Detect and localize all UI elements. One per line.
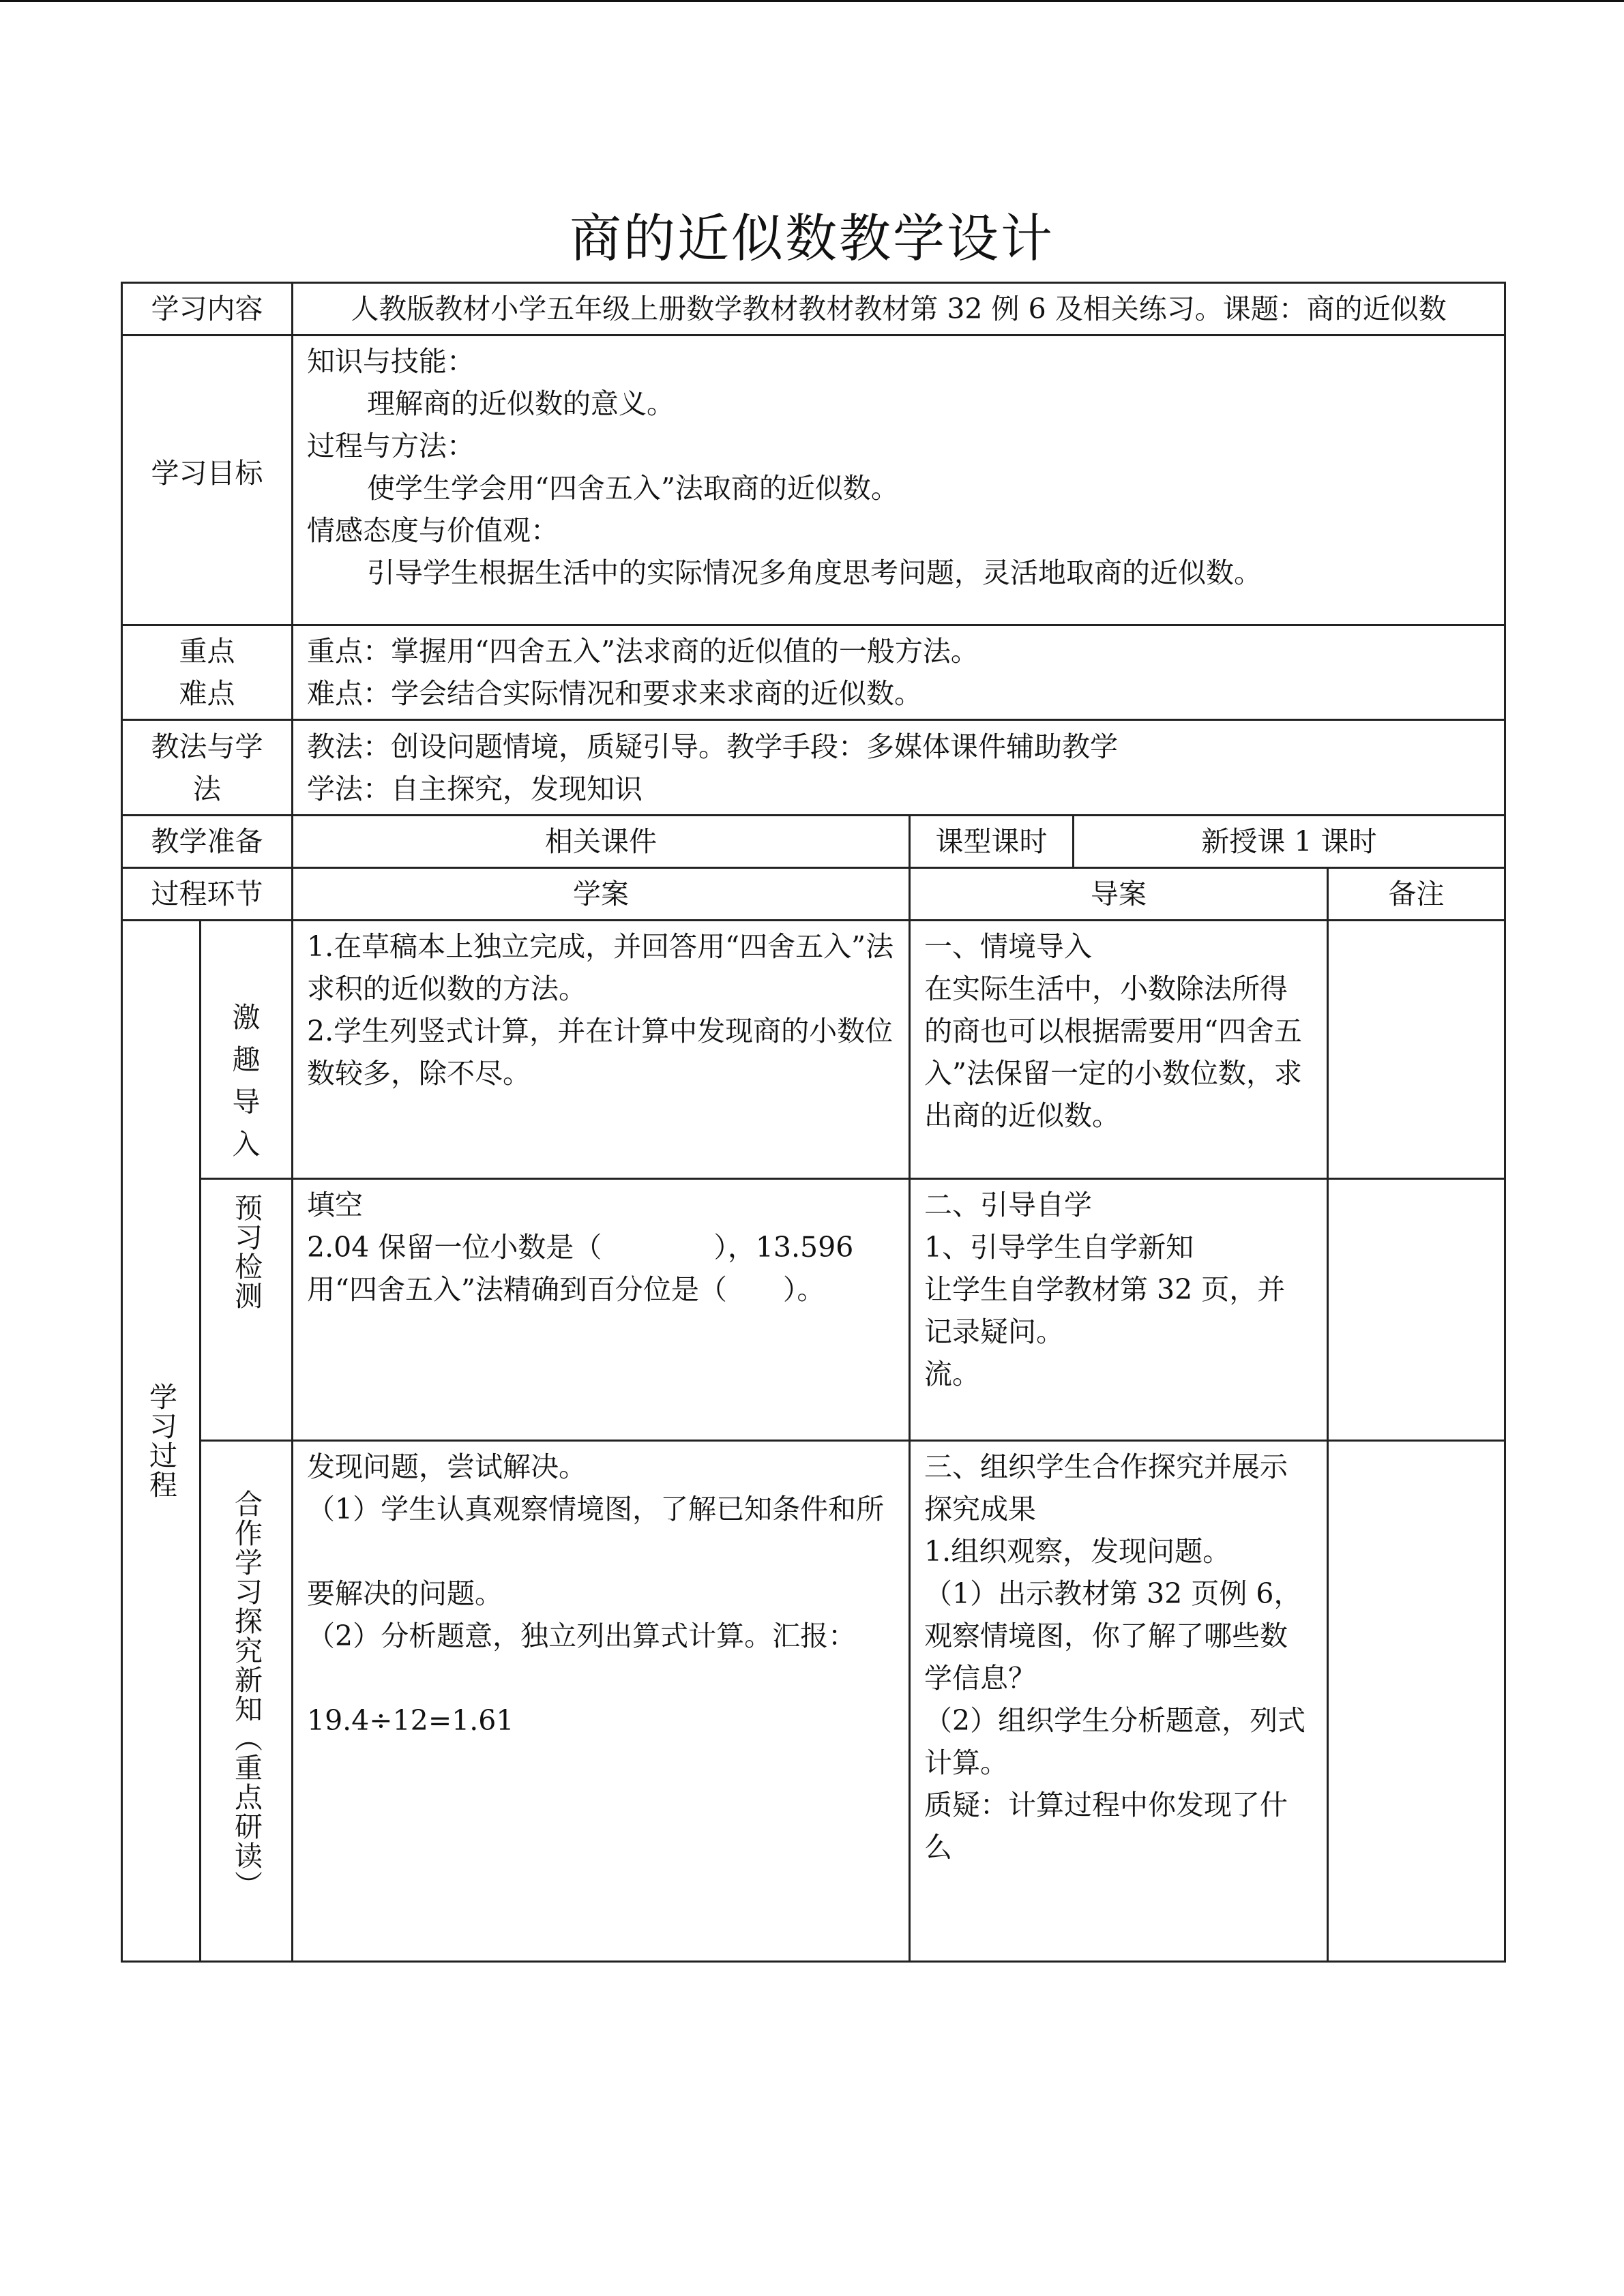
label-methods-1: 教法与学 [151, 730, 263, 763]
keypoint-line: 重点：掌握用“四舍五入”法求商的近似值的一般方法。 [307, 635, 979, 668]
stage-label: 预习检测 [230, 1193, 263, 1311]
goals-line: 过程与方法： [307, 430, 475, 462]
row-prep [122, 816, 1505, 868]
prep-value: 相关课件 [293, 816, 910, 868]
stage-row [122, 1179, 1505, 1441]
content-text: 人教版教材小学五年级上册数学教材教材教材第 32 例 6 及相关练习。课题：商的近似数 [293, 283, 1505, 336]
goals-line: 理解商的近似数的意义。 [367, 387, 675, 420]
xuean-line: 2.04 保留一位小数是（ ），13.596 用“四舍五入”法精确到百分位是（ ）。 [307, 1231, 854, 1306]
keypoints-text [293, 625, 1505, 720]
stage-daoan [910, 1179, 1328, 1441]
daoan-line: 流。 [924, 1358, 980, 1390]
row-process-header [122, 868, 1505, 921]
goals-text [293, 336, 1505, 625]
label-keypoints [122, 625, 293, 720]
teaching-method-line: 教法：创设问题情境，质疑引导。教学手段：多媒体课件辅助教学 [307, 730, 1118, 763]
xuean-line: 填空 [307, 1189, 363, 1221]
stage-note [1328, 921, 1505, 1179]
process-label-cell [122, 921, 201, 1962]
row-goals [122, 336, 1505, 625]
lesson-type-value: 新授课 1 课时 [1074, 816, 1505, 868]
process-label: 学习过程 [145, 1382, 177, 1500]
stage-daoan [910, 1441, 1328, 1962]
daoan-line: 二、引导自学 [924, 1189, 1092, 1221]
stage-label-cell [201, 1179, 293, 1441]
learning-method-line: 学法：自主探究，发现知识 [307, 772, 643, 805]
lesson-plan-table [121, 282, 1506, 1963]
daoan-line: 让学生自学教材第 32 页，并记录疑问。 [924, 1273, 1286, 1348]
stage-label-cell [201, 1441, 293, 1962]
header-daoan: 导案 [910, 868, 1328, 921]
row-methods [122, 720, 1505, 816]
xuean-line: （2）分析题意，独立列出算式计算。汇报： [307, 1620, 857, 1652]
xuean-line: 要解决的问题。 [307, 1577, 503, 1610]
daoan-line: 1.组织观察，发现问题。 [924, 1535, 1231, 1568]
xuean-line: （1）学生认真观察情境图，了解已知条件和所 [307, 1493, 885, 1525]
xuean-line: 1.在草稿本上独立完成，并回答用“四舍五入”法求积的近似数的方法。 [307, 930, 894, 1005]
goals-line: 情感态度与价值观： [307, 514, 559, 547]
page-top-border [0, 0, 1624, 2]
stage-xuean [293, 1441, 910, 1962]
xuean-line: 发现问题，尝试解决。 [307, 1450, 587, 1483]
label-lesson-type: 课型课时 [910, 816, 1074, 868]
label-difficulty: 难点 [179, 677, 235, 710]
stage-note [1328, 1179, 1505, 1441]
stage-row [122, 921, 1505, 1179]
row-keypoints [122, 625, 1505, 720]
header-xuean: 学案 [293, 868, 910, 921]
daoan-line: 一、情境导入 [924, 930, 1092, 963]
xuean-line [307, 1657, 895, 1699]
label-prep: 教学准备 [122, 816, 293, 868]
daoan-line: （2）组织学生分析题意，列式计算。 [924, 1704, 1306, 1779]
stage-daoan [910, 921, 1328, 1179]
label-methods-2: 法 [193, 772, 221, 805]
goals-line: 使学生学会用“四舍五入”法取商的近似数。 [367, 472, 899, 505]
header-notes: 备注 [1328, 868, 1505, 921]
stage-label: 激趣导入 [232, 1001, 261, 1161]
goals-line: 引导学生根据生活中的实际情况多角度思考问题，灵活地取商的近似数。 [367, 556, 1262, 589]
difficulty-line: 难点：学会结合实际情况和要求来求商的近似数。 [307, 677, 922, 710]
methods-text [293, 720, 1505, 816]
label-content: 学习内容 [122, 283, 293, 336]
xuean-line [307, 1530, 895, 1572]
daoan-line: （1）出示教材第 32 页例 6，观察情境图，你了解了哪些数学信息？ [924, 1577, 1302, 1695]
stage-xuean [293, 1179, 910, 1441]
page-title: 商的近似数教学设计 [570, 208, 1054, 269]
row-content [122, 283, 1505, 336]
daoan-line: 1、引导学生自学新知 [924, 1231, 1194, 1264]
label-methods [122, 720, 293, 816]
stage-xuean [293, 921, 910, 1179]
daoan-line: 质疑：计算过程中你发现了什么 [924, 1789, 1288, 1864]
xuean-line: 19.4÷12=1.61 [307, 1704, 514, 1737]
stage-note [1328, 1441, 1505, 1962]
label-key: 重点 [179, 635, 235, 668]
daoan-line: 三、组织学生合作探究并展示探究成果 [924, 1450, 1288, 1525]
label-process: 过程环节 [122, 868, 293, 921]
stage-label-cell [201, 921, 293, 1179]
goals-line: 知识与技能： [307, 345, 475, 378]
stage-row [122, 1441, 1505, 1962]
daoan-line: 在实际生活中，小数除法所得的商也可以根据需要用“四舍五入”法保留一定的小数位数，求出商的近似数。 [924, 972, 1302, 1132]
stage-label: 合作学习探究新知（重点研读） [230, 1489, 263, 1900]
xuean-line: 2.学生列竖式计算，并在计算中发现商的小数位数较多，除不尽。 [307, 1015, 894, 1090]
label-goals: 学习目标 [122, 336, 293, 625]
